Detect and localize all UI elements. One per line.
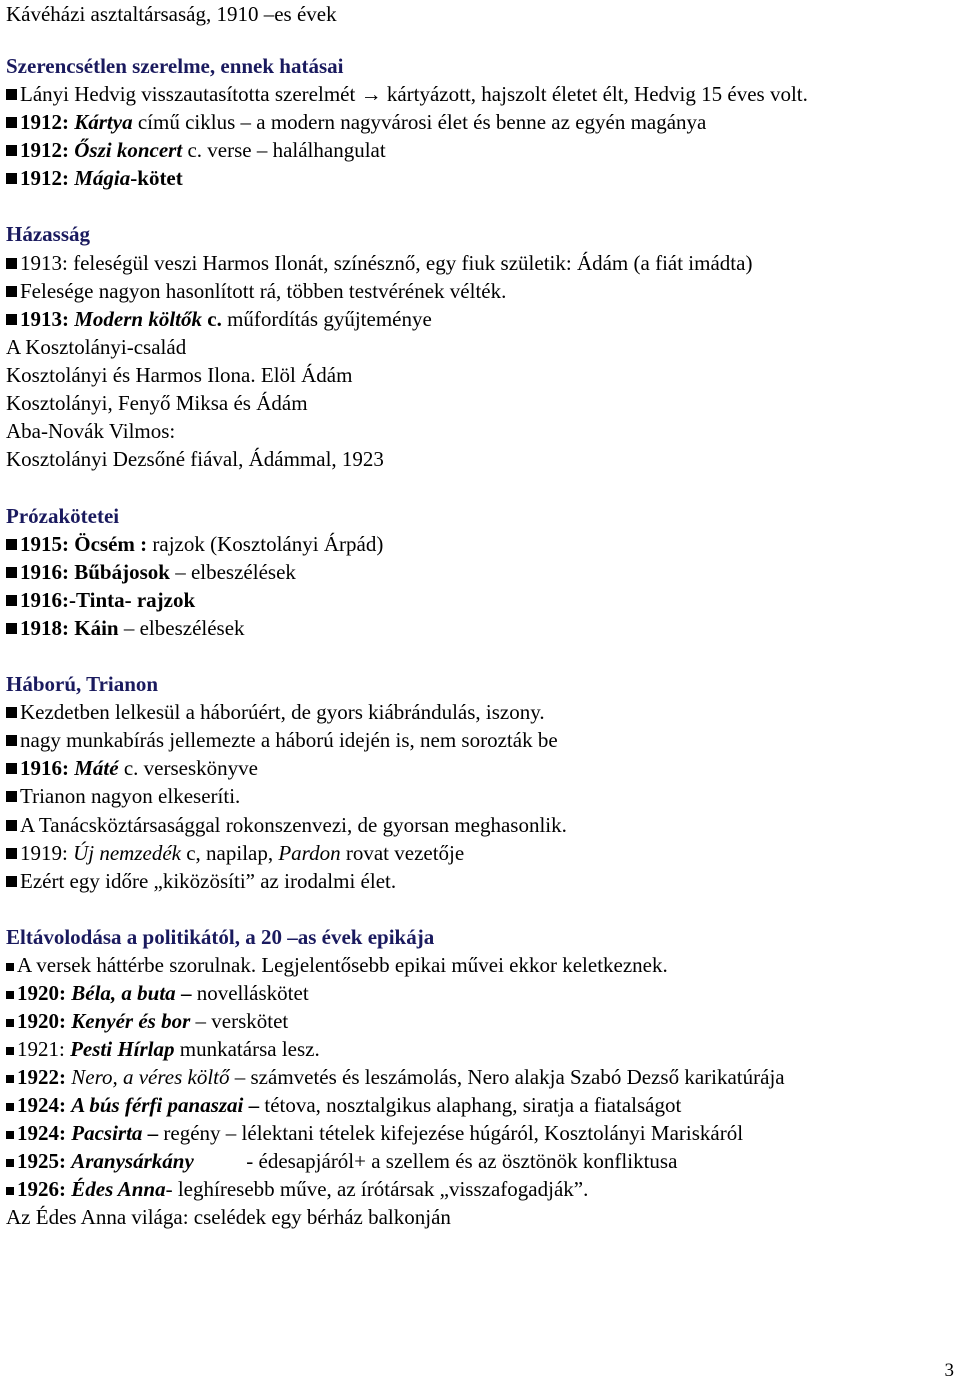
bullet-square-icon xyxy=(6,876,17,887)
caption-line: Kosztolányi Dezsőné fiával, Ádámmal, 1923 xyxy=(6,447,384,471)
list-item: 1918: Káin – elbeszélések xyxy=(6,614,245,642)
list-item: 1926: Édes Anna- leghíresebb műve, az írótársak „visszafogadják”. xyxy=(6,1175,588,1203)
list-item: 1916: Bűbájosok – elbeszélések xyxy=(6,558,296,586)
section-heading-epic: Eltávolodása a politikától, a 20 –as évek epikája xyxy=(6,925,435,949)
caption-line: Kosztolányi és Harmos Ilona. Elöl Ádám xyxy=(6,363,353,387)
bullet-square-icon xyxy=(6,820,17,831)
list-item: 1920: Kenyér és bor – verskötet xyxy=(6,1007,288,1035)
bullet-square-icon xyxy=(6,89,17,100)
list-item: 1924: A bús férfi panaszai – tétova, nosztalgikus alaphang, siratja a fiatalságot xyxy=(6,1091,681,1119)
caption-line: Kosztolányi, Fenyő Miksa és Ádám xyxy=(6,391,308,415)
page-number: 3 xyxy=(944,1360,954,1381)
list-item: 1924: Pacsirta – regény – lélektani tételek kifejezése húgáról, Kosztolányi Mariskáról xyxy=(6,1119,743,1147)
bullet-square-icon xyxy=(6,1131,14,1139)
page-title: Kávéházi asztaltársaság, 1910 –es évek xyxy=(6,2,337,26)
bullet-square-icon xyxy=(6,1187,14,1195)
bullet-square-icon xyxy=(6,173,17,184)
list-item: Ezért egy időre „kiközösíti” az irodalmi élet. xyxy=(6,867,396,895)
arrow-right-icon: → xyxy=(360,82,382,106)
bullet-square-icon xyxy=(6,963,14,971)
bullet-square-icon xyxy=(6,763,17,774)
list-item: 1912: Kártya című ciklus – a modern nagyvárosi élet és benne az egyén magánya xyxy=(6,108,706,136)
list-item: 1916: Máté c. verseskönyve xyxy=(6,754,258,782)
bullet-square-icon xyxy=(6,145,17,156)
bullet-square-icon xyxy=(6,567,17,578)
caption-line: Az Édes Anna világa: cselédek egy bérház balkonján xyxy=(6,1205,451,1229)
list-item: 1919: Új nemzedék c, napilap, Pardon rovat vezetője xyxy=(6,839,464,867)
caption-line: Aba-Novák Vilmos: xyxy=(6,419,176,443)
list-item: 1913: feleségül veszi Harmos Ilonát, színésznő, egy fiuk születik: Ádám (a fiát imádta) xyxy=(6,249,752,277)
bullet-square-icon xyxy=(6,735,17,746)
list-item: 1915: Öcsém : rajzok (Kosztolányi Árpád) xyxy=(6,530,383,558)
list-item: A Tanácsköztársasággal rokonszenvezi, de gyorsan meghasonlik. xyxy=(6,811,567,839)
bullet-square-icon xyxy=(6,314,17,325)
bullet-square-icon xyxy=(6,1075,14,1083)
list-item: A versek háttérbe szorulnak. Legjelentősebb epikai művei ekkor keletkeznek. xyxy=(6,951,668,979)
bullet-square-icon xyxy=(6,1159,14,1167)
list-item: Kezdetben lelkesül a háborúért, de gyors kiábrándulás, iszony. xyxy=(6,698,545,726)
list-item: Felesége nagyon hasonlított rá, többen testvérének vélték. xyxy=(6,277,506,305)
bullet-square-icon xyxy=(6,258,17,269)
list-item: 1913: Modern költők c. műfordítás gyűjteménye xyxy=(6,305,432,333)
list-item: 1921: Pesti Hírlap munkatársa lesz. xyxy=(6,1035,320,1063)
section-heading-marriage: Házasság xyxy=(6,222,90,246)
bullet-square-icon xyxy=(6,848,17,859)
list-item: 1916:-Tinta- rajzok xyxy=(6,586,195,614)
section-heading-war: Háború, Trianon xyxy=(6,672,159,696)
bullet-square-icon xyxy=(6,991,14,999)
bullet-square-icon xyxy=(6,595,17,606)
list-item: 1925: Aranysárkány - édesapjáról+ a szellem és az ösztönök konfliktusa xyxy=(6,1147,677,1175)
bullet-square-icon xyxy=(6,623,17,634)
section-heading-love: Szerencsétlen szerelme, ennek hatásai xyxy=(6,54,344,78)
list-item: 1912: Mágia-kötet xyxy=(6,164,183,192)
list-item: nagy munkabírás jellemezte a háború idején is, nem sorozták be xyxy=(6,726,558,754)
bullet-square-icon xyxy=(6,539,17,550)
bullet-square-icon xyxy=(6,1019,14,1027)
bullet-square-icon xyxy=(6,286,17,297)
caption-line: A Kosztolányi-család xyxy=(6,335,187,359)
bullet-square-icon xyxy=(6,791,17,802)
list-item: Lányi Hedvig visszautasította szerelmét → kártyázott, hajszolt életet élt, Hedvig 15 éves volt. xyxy=(6,80,808,108)
section-heading-prose: Prózakötetei xyxy=(6,504,120,528)
bullet-square-icon xyxy=(6,117,17,128)
list-item: 1922: Nero, a véres költő – számvetés és leszámolás, Nero alakja Szabó Dezső karikatúrája xyxy=(6,1063,785,1091)
bullet-square-icon xyxy=(6,1103,14,1111)
list-item: 1912: Őszi koncert c. verse – halálhangulat xyxy=(6,136,386,164)
list-item: Trianon nagyon elkeseríti. xyxy=(6,782,240,810)
list-item: 1920: Béla, a buta – novelláskötet xyxy=(6,979,309,1007)
bullet-square-icon xyxy=(6,1047,14,1055)
bullet-square-icon xyxy=(6,707,17,718)
